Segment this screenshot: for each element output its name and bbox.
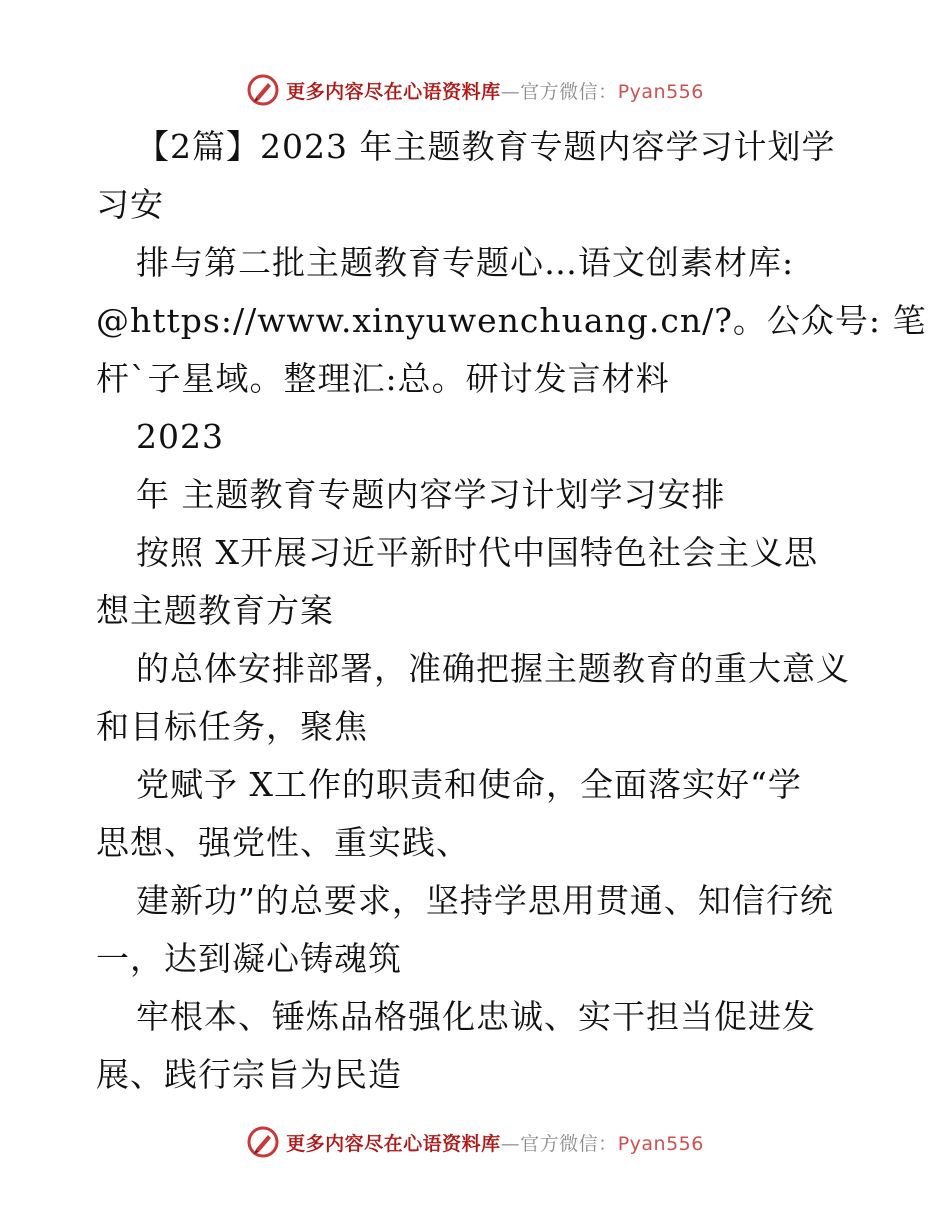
watermark-site-text: 更多内容尽在心语资料库 — [286, 1132, 501, 1155]
pen-logo-icon — [246, 73, 280, 107]
doc-line-14: 建新功”的总要求，坚持学思用贯通、知信行统 — [136, 881, 834, 920]
watermark-wechat-id: Pyan556 — [617, 80, 704, 103]
doc-line-7: 年 主题教育专题内容学习计划学习安排 — [136, 475, 726, 514]
doc-line-4: @https://www.xinyuwenchuang.cn/?。公众号: 笔 — [96, 301, 927, 340]
pen-logo-icon — [246, 1125, 280, 1159]
doc-line-11: 和目标任务，聚焦 — [96, 707, 368, 746]
doc-line-3: 排与第二批主题教育专题心…语文创素材库: — [136, 243, 795, 282]
doc-line-10: 的总体安排部署，准确把握主题教育的重大意义 — [136, 649, 850, 688]
watermark-wechat-id: Pyan556 — [617, 1132, 704, 1155]
doc-line-6: 2023 — [136, 417, 224, 456]
watermark-wechat-label: 官方微信： — [520, 1132, 618, 1155]
watermark-wechat-label: 官方微信： — [520, 80, 618, 103]
watermark-separator: — — [500, 80, 521, 103]
doc-line-17: 展、践行宗旨为民造 — [96, 1055, 402, 1094]
doc-line-9: 想主题教育方案 — [96, 591, 334, 630]
doc-line-16: 牢根本、锤炼品格强化忠诚、实干担当促进发 — [136, 997, 816, 1036]
footer-watermark — [0, 1122, 950, 1162]
doc-title-line-1: 【2篇】2023 年主题教育专题内容学习计划学 — [136, 127, 836, 166]
doc-line-13: 思想、强党性、重实践、 — [96, 823, 470, 862]
watermark-site-text: 更多内容尽在心语资料库 — [286, 80, 501, 103]
watermark-separator: — — [500, 1132, 521, 1155]
doc-title-line-2: 习安 — [96, 185, 164, 224]
document-body — [96, 118, 927, 1104]
doc-line-8: 按照 X开展习近平新时代中国特色社会主义思 — [136, 533, 818, 572]
doc-line-15: 一，达到凝心铸魂筑 — [96, 939, 402, 978]
doc-line-12: 党赋予 X工作的职责和使命，全面落实好“学 — [136, 765, 802, 804]
header-watermark — [0, 70, 950, 110]
doc-line-5: 杆`子星域。整理汇:总。研讨发言材料 — [96, 359, 670, 398]
